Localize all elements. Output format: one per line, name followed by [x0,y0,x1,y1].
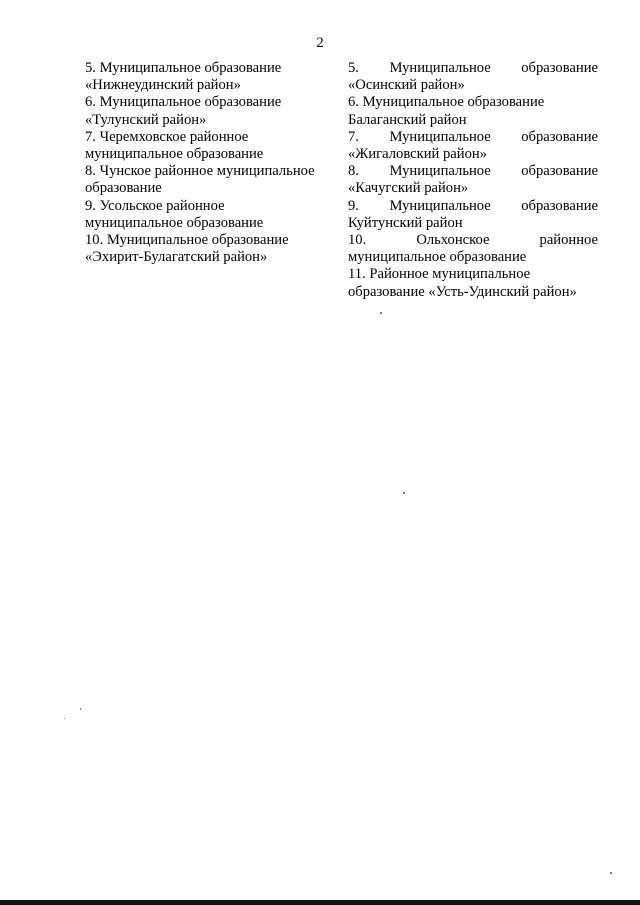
list-item-line: 7. Черемховское районное [85,128,249,145]
list-item-word: 5. [348,60,359,76]
list-item-line: «Осинский район» [348,77,465,94]
list-item [348,266,598,300]
list-item-line: «Эхирит-Булагатский район» [85,249,268,266]
list-item [348,94,598,128]
list-item-line: муниципальное образование [85,214,264,231]
list-item-line: образование «Усть-Удинский район» [348,283,577,300]
scan-speck [64,718,65,719]
list-item-line [348,232,598,249]
scan-speck [380,312,382,314]
list-item-line [348,129,598,146]
list-item-word: Муниципальное [389,163,491,180]
list-item [85,129,330,163]
list-item-line: «Нижнеудинский район» [85,77,241,94]
right-column-list [348,60,598,301]
list-item-word: образование [521,163,598,180]
list-item-word: Муниципальное [389,60,491,76]
list-item-word: 9. [348,197,359,214]
list-item-word: 10. [348,232,367,249]
list-item-line: Балаганский район [348,111,467,128]
scan-edge-bar [0,900,640,905]
list-item-line: муниципальное образование [348,249,527,266]
list-item-line: 5. Муниципальное образование [85,60,282,76]
list-item [85,163,330,197]
list-item [348,232,598,266]
list-item [348,129,598,163]
list-item-line: 10. Муниципальное образование [85,232,289,249]
list-item-word: образование [521,60,598,76]
list-item-line: «Тулунский район» [85,111,207,128]
list-item-line: муниципальное образование [85,146,264,163]
list-item [348,60,598,94]
list-item [85,232,330,266]
list-item-line: образование [85,180,162,197]
list-item-line: «Жигаловский район» [348,146,487,163]
list-item-word: образование [521,128,598,145]
list-item [348,198,598,232]
page-number: 2 [316,35,324,51]
list-item-word: 8. [348,163,359,180]
list-item-line [348,163,598,180]
list-item-line: 6. Муниципальное образование [348,94,545,111]
list-item-line: Куйтунский район [348,214,463,231]
list-item [85,60,330,94]
list-item-line [348,198,598,215]
list-item-line: «Качугский район» [348,180,469,197]
list-item-word: Муниципальное [389,128,491,145]
list-item [348,163,598,197]
list-item-word: Ольхонское [416,232,490,249]
list-item-line: 11. Районное муниципальное [348,266,531,283]
list-item-word: районное [539,232,598,249]
left-column-list [85,60,330,266]
scan-speck [610,872,612,874]
list-item [85,198,330,232]
list-item-line: 9. Усольское районное [85,197,225,214]
list-item-word: образование [521,197,598,214]
list-item-line [348,60,598,77]
list-item-word: 7. [348,128,359,145]
scan-speck [80,708,81,710]
list-item [85,94,330,128]
list-item-word: Муниципальное [389,197,491,214]
list-item-line: 8. Чунское районное муниципальное [85,163,315,180]
list-item-line: 6. Муниципальное образование [85,94,282,111]
scan-speck [403,492,405,494]
